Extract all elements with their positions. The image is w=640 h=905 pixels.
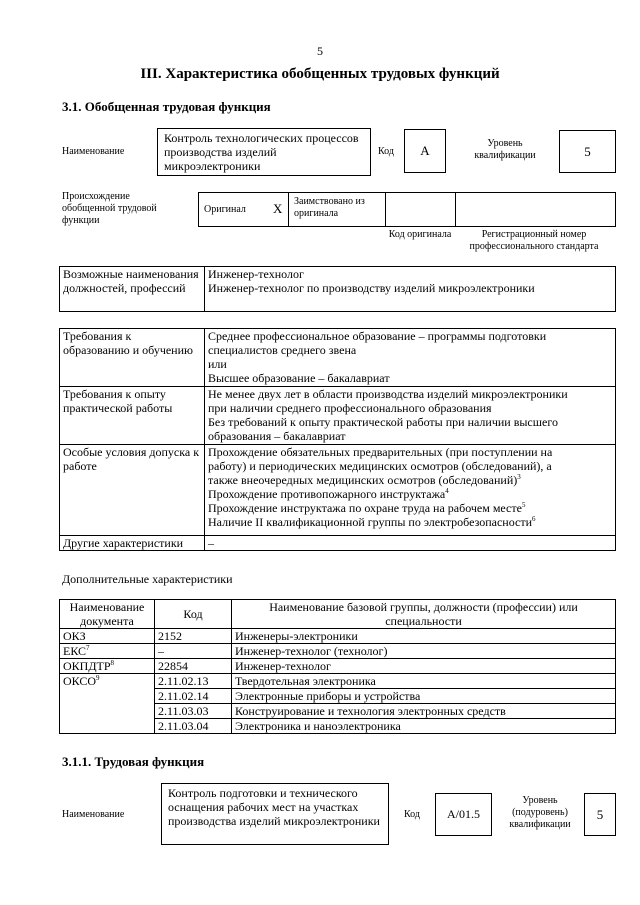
position-item: Инженер-технолог — [208, 267, 304, 281]
gtf-level-box — [559, 130, 616, 173]
tf-level-value: 5 — [596, 806, 604, 822]
name-cell: Конструирование и технология электронных средств — [232, 704, 616, 719]
table-row — [60, 629, 616, 644]
tf-level-box — [584, 793, 616, 836]
req-line-text: Прохождение инструктажа по охране труда на рабочем месте — [208, 501, 522, 515]
page-number: 5 — [317, 44, 323, 58]
name-cell: Инженеры-электроники — [232, 629, 616, 644]
req-line — [208, 515, 612, 529]
table-row — [60, 659, 616, 674]
section-title: III. Характеристика обобщенных трудовых функций — [140, 66, 500, 82]
code-cell: 2.11.03.04 — [155, 719, 232, 734]
footnote-ref: 9 — [96, 674, 100, 682]
name-cell: Электронные приборы и устройства — [232, 689, 616, 704]
col-name-header: Наименование базовой группы, должности (профессии) или специальности — [232, 600, 616, 629]
doc-name: ЕКС — [63, 644, 87, 658]
req-value: – — [205, 536, 616, 551]
original-label: Оригинал — [204, 204, 246, 215]
doc-cell — [60, 644, 155, 659]
gtf-name-box — [157, 128, 371, 176]
name-cell: Инженер-технолог (технолог) — [232, 644, 616, 659]
req-value — [205, 329, 616, 387]
req-line: при наличии среднего профессионального образования — [208, 401, 492, 415]
positions-values — [205, 267, 616, 312]
additional-table — [59, 599, 616, 734]
req-value — [205, 387, 616, 445]
name-cell: Инженер-технолог — [232, 659, 616, 674]
req-line — [208, 487, 612, 501]
table-row — [60, 536, 616, 551]
footnote-ref: 8 — [110, 659, 115, 667]
doc-cell — [60, 659, 155, 674]
position-item: Инженер-технолог по производству изделий микроэлектроники — [208, 281, 535, 295]
tf-code-box — [435, 793, 492, 836]
origin-divider — [288, 192, 289, 227]
reg-number-caption: Регистрационный номер профессионального стандарта — [469, 229, 599, 252]
doc-cell — [60, 674, 155, 734]
footnote-ref: 7 — [86, 644, 90, 652]
origin-divider — [385, 192, 386, 227]
tf-name-value: Контроль подготовки и технического оснащения рабочих мест на участках производства изделий микроэлектроники — [168, 786, 380, 828]
code-cell: 2.11.03.03 — [155, 704, 232, 719]
gtf-name-label: Наименование — [62, 146, 125, 157]
tf-name-box — [161, 783, 389, 845]
req-line: специалистов среднего звена — [208, 343, 357, 357]
tf-name-label: Наименование — [62, 809, 125, 820]
table-row — [60, 674, 616, 689]
doc-cell — [60, 629, 155, 644]
code-cell: 2.11.02.13 — [155, 674, 232, 689]
req-line: Не менее двух лет в области производства изделий микроэлектроники — [208, 387, 568, 401]
code-cell: 22854 — [155, 659, 232, 674]
req-value — [205, 445, 616, 536]
table-row — [60, 267, 616, 312]
footnote-ref: 6 — [532, 515, 536, 523]
footnote-ref: 4 — [445, 487, 449, 495]
footnote-ref: 3 — [517, 473, 521, 481]
code-cell: 2.11.02.14 — [155, 689, 232, 704]
req-line: Высшее образование – бакалавриат — [208, 371, 390, 385]
gtf-heading: 3.1. Обобщенная трудовая функция — [62, 99, 271, 114]
req-line-text: также внеочередных медицинских осмотров (обследований) — [208, 473, 518, 487]
code-cell: 2152 — [155, 629, 232, 644]
col-code-header: Код — [155, 600, 232, 629]
code-cell: – — [155, 644, 232, 659]
req-label: Особые условия допуска к работе — [60, 445, 205, 536]
req-line — [208, 501, 612, 515]
table-row — [60, 329, 616, 387]
req-line: Без требований к опыту практической работы при наличии высшего — [208, 415, 558, 429]
req-line: образования – бакалавриат — [208, 429, 346, 443]
req-line: Прохождение обязательных предварительных (при поступлении на — [208, 445, 553, 459]
origin-divider — [455, 192, 456, 227]
req-line — [208, 473, 612, 487]
req-line-text: Прохождение противопожарного инструктажа — [208, 487, 446, 501]
table-header-row — [60, 600, 616, 629]
req-line: Среднее профессиональное образование – программы подготовки — [208, 329, 547, 343]
req-line-text: Наличие II квалификационной группы по электробезопасности — [208, 515, 533, 529]
table-row — [60, 445, 616, 536]
req-line: работу) и периодических медицинских осмотров (обследований), а — [208, 459, 552, 473]
borrowed-label: Заимствовано из оригинала — [294, 196, 365, 219]
req-line: или — [208, 357, 227, 371]
tf-heading: 3.1.1. Трудовая функция — [62, 754, 205, 769]
doc-name: ОКПДТР — [63, 659, 111, 673]
name-cell: Твердотельная электроника — [232, 674, 616, 689]
tf-code-label: Код — [404, 809, 420, 820]
doc-name: ОКСО — [63, 674, 97, 688]
tf-level-label: Уровень (подуровень) квалификации — [509, 795, 571, 830]
name-cell: Электроника и наноэлектроника — [232, 719, 616, 734]
doc-name: ОКЗ — [63, 629, 86, 643]
gtf-code-label: Код — [378, 146, 394, 157]
origin-box — [198, 192, 616, 227]
gtf-code-box — [404, 129, 446, 173]
code-original-caption: Код оригинала — [388, 229, 452, 240]
gtf-name-value: Контроль технологических процессов производства изделий микроэлектроники — [164, 131, 359, 173]
positions-table — [59, 266, 616, 312]
req-label: Другие характеристики — [60, 536, 205, 551]
positions-label: Возможные наименования должностей, профессий — [60, 267, 205, 312]
table-row — [60, 644, 616, 659]
gtf-origin-label: Происхождение обобщенной трудовой функции — [62, 191, 157, 226]
req-label: Требования к опыту практической работы — [60, 387, 205, 445]
req-label: Требования к образованию и обучению — [60, 329, 205, 387]
col-doc-header: Наименование документа — [60, 600, 155, 629]
gtf-level-label: Уровень квалификации — [474, 138, 536, 161]
gtf-level-value: 5 — [584, 143, 591, 159]
additional-heading: Дополнительные характеристики — [62, 572, 233, 586]
requirements-table — [59, 328, 616, 551]
gtf-code-value: А — [420, 143, 430, 158]
original-mark: X — [273, 201, 283, 216]
table-row — [60, 387, 616, 445]
footnote-ref: 5 — [521, 501, 526, 509]
tf-code-value: A/01.5 — [447, 807, 480, 821]
